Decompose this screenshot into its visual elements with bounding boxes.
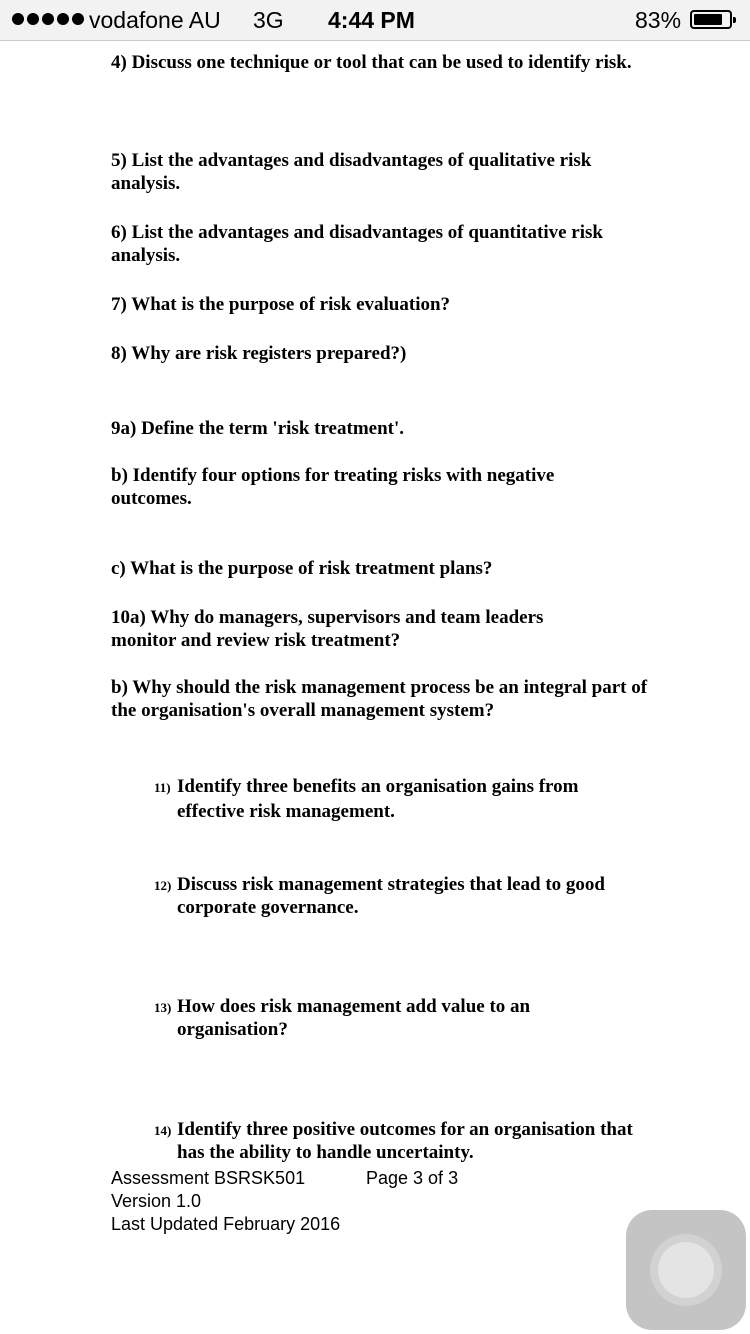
question-12-text: Discuss risk management strategies that lead to good corporate governance. bbox=[177, 874, 606, 918]
footer-page-number: Page 3 of 3 bbox=[366, 1168, 459, 1188]
question-13-text: How does risk management add value to an organisation? bbox=[177, 996, 531, 1040]
question-14-number: 14) bbox=[154, 1123, 172, 1138]
battery-icon bbox=[690, 10, 732, 29]
question-6: 6) List the advantages and disadvantages of quantitative risk analysis. bbox=[111, 222, 603, 266]
question-11-number: 11) bbox=[154, 780, 171, 795]
footer-last-updated: Last Updated February 2016 bbox=[111, 1214, 341, 1234]
status-bar bbox=[0, 0, 750, 41]
status-time: 4:44 PM bbox=[328, 7, 415, 33]
question-13-number: 13) bbox=[154, 1000, 172, 1015]
question-11-text: Identify three benefits an organisation gains from effective risk management. bbox=[177, 776, 579, 822]
signal-strength-icon bbox=[12, 13, 84, 25]
question-10b: b) Why should the risk management process be an integral part of the organisation's overall management system? bbox=[111, 677, 648, 721]
assistive-touch-inner-circle bbox=[658, 1242, 714, 1298]
footer-assessment: Assessment BSRSK501 bbox=[111, 1168, 306, 1188]
question-14-text: Identify three positive outcomes for an organisation that has the ability to handle uncertainty. bbox=[177, 1119, 633, 1163]
carrier-name: vodafone AU bbox=[89, 7, 221, 33]
question-4: 4) Discuss one technique or tool that can be used to identify risk. bbox=[111, 52, 632, 73]
question-12-number: 12) bbox=[154, 878, 172, 893]
question-12 bbox=[154, 873, 617, 919]
question-11 bbox=[154, 774, 637, 824]
question-13 bbox=[154, 995, 577, 1041]
question-7: 7) What is the purpose of risk evaluation? bbox=[111, 294, 451, 315]
network-type: 3G bbox=[253, 7, 284, 33]
question-10a: 10a) Why do managers, supervisors and team leaders monitor and review risk treatment? bbox=[111, 607, 544, 651]
question-14 bbox=[154, 1118, 647, 1164]
battery-percent: 83% bbox=[635, 7, 682, 33]
question-5: 5) List the advantages and disadvantages of qualitative risk analysis. bbox=[111, 150, 592, 194]
question-8: 8) Why are risk registers prepared?) bbox=[111, 343, 407, 364]
assistive-touch-button[interactable] bbox=[626, 1210, 746, 1330]
footer-version: Version 1.0 bbox=[111, 1191, 202, 1211]
question-9a: 9a) Define the term 'risk treatment'. bbox=[111, 418, 404, 439]
question-9b: b) Identify four options for treating risks with negative outcomes. bbox=[111, 465, 555, 509]
question-9c: c) What is the purpose of risk treatment plans? bbox=[111, 558, 493, 579]
